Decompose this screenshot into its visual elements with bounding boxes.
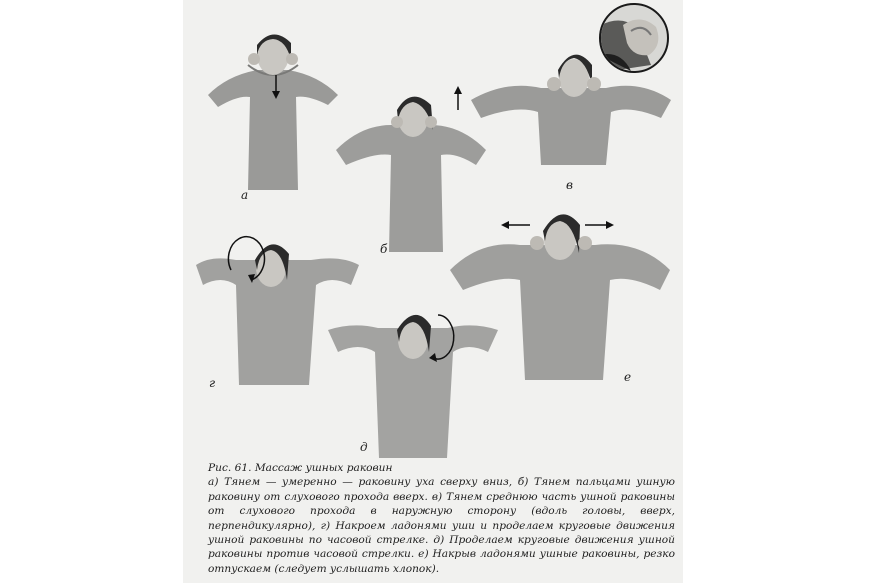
panel-label-b: б <box>380 242 388 256</box>
photo-panel-e <box>445 195 675 380</box>
panel-label-e: е <box>624 370 632 384</box>
panel-label-g: г <box>209 376 216 390</box>
caption-text: а) Тянем — умеренно — раковину уха сверху вниз, б) Тянем пальцами ушную раковину от слухового прохода вверх. в) Тянем среднюю часть ушной раковины от слухового прохода в наружную сторону (вдоль головы, вверх, перпендикулярно), г) Накроем ладонями уши и проделаем круговые движения ушной раковины по часовой стрелке. д) Проделаем круговые движения ушной раковины против часовой стрелки. е) Накрыв ладонями ушные раковины, резко отпускаем (следует услышать хлопок). <box>208 476 675 575</box>
book-page <box>183 0 683 583</box>
panel-label-v: в <box>566 178 573 192</box>
caption-title: Рис. 61. Массаж ушных раковин <box>208 462 393 474</box>
ear-closeup-inset <box>599 3 669 73</box>
panel-label-a: а <box>241 188 249 202</box>
panel-label-d: д <box>360 440 368 454</box>
figure-caption <box>208 461 675 576</box>
